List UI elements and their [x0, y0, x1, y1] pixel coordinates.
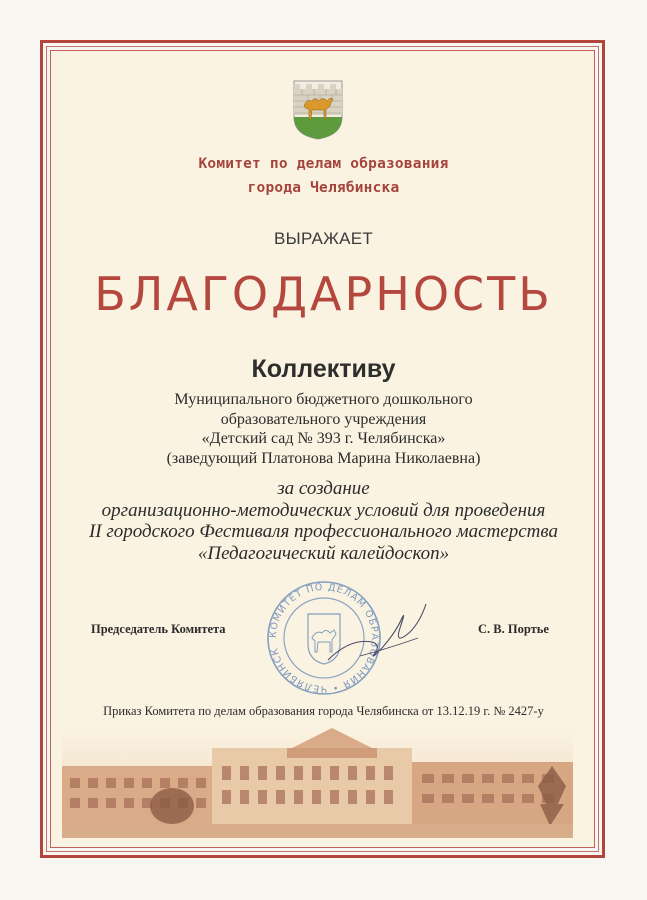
committee-name-line1: Комитет по делам образования [198, 156, 449, 172]
reason-line: за создание [277, 478, 370, 499]
reason-line: «Педагогический калейдоскоп» [197, 542, 450, 564]
signatory-position: Председатель Комитета [91, 622, 226, 636]
recipient-line: образовательного учреждения [220, 410, 427, 428]
gratitude-title: БЛАГОДАРНОСТЬ [94, 267, 553, 321]
recipient-line: Муниципального бюджетного дошкольного [174, 391, 473, 408]
order-reference: Приказ Комитета по делам образования города Челябинска от 13.12.19 г. № 2427-у [103, 704, 544, 718]
expresses-heading: ВЫРАЖАЕТ [273, 229, 374, 248]
committee-name-line2: города Челябинска [247, 180, 400, 196]
recipient-line: (заведующий Платонова Марина Николаевна) [166, 449, 481, 467]
award-reason [0, 478, 647, 564]
stamp-text: КОМИТЕТ ПО ДЕЛАМ ОБРАЗОВАНИЯ • ЧЕЛЯБИНСК [267, 581, 381, 695]
signatory-name: С. В. Портье [478, 622, 549, 636]
recipient-line: «Детский сад № 393 г. Челябинска» [201, 430, 446, 447]
recipient-title: Коллективу [251, 355, 396, 383]
recipient-organization [0, 390, 647, 468]
chelyabinsk-crest-icon [290, 79, 346, 141]
reason-line: организационно-методических условий для проведения [101, 499, 546, 521]
signature-icon [320, 598, 430, 670]
school-building-image [62, 726, 573, 838]
reason-line: II городского Фестиваля профессионального мастерства [88, 521, 558, 542]
